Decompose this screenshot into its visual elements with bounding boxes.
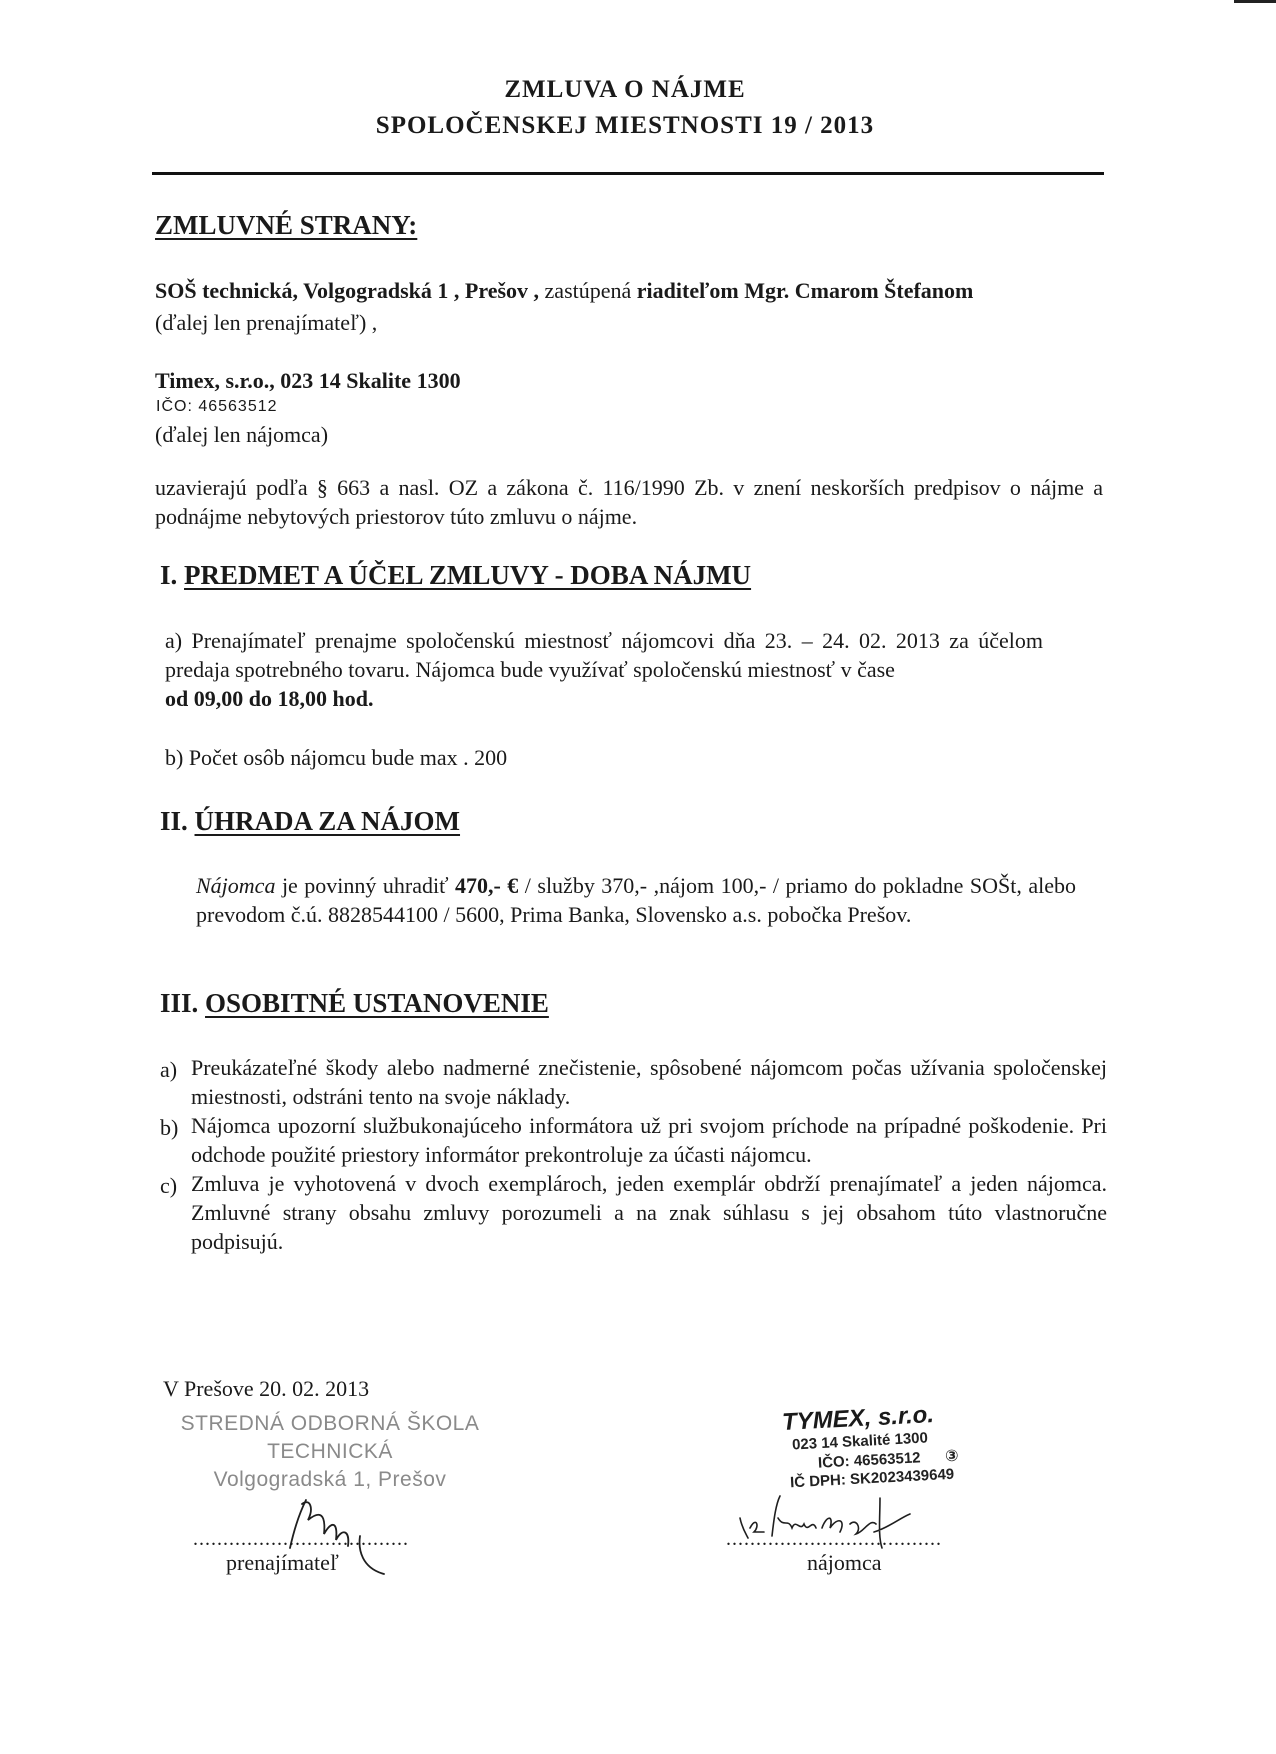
section1-item-a-text: a) Prenajímateľ prenajme spoločenskú miestnosť nájomcovi dňa 23. – 24. 02. 2013 za účelom predaja spotrebného tovaru. Nájomca bude využívať spoločenskú miestnosť v čase (165, 628, 1043, 682)
tenant-name: Timex, s.r.o., 023 14 Skalite 1300 (155, 368, 461, 393)
title-divider (152, 172, 1104, 175)
section1-number: I. (160, 560, 185, 590)
preamble: uzavierajú podľa § 663 a nasl. OZ a zákona č. 116/1990 Zb. v znení neskorších predpisov o nájme a podnájme nebytových priestorov túto zmluvu o nájme. (155, 475, 1103, 529)
lessor-stamp-line1: STREDNÁ ODBORNÁ ŠKOLA (180, 1412, 480, 1435)
tenant-label: nájomca (807, 1550, 882, 1575)
section3-item-a-label: a) (160, 1057, 178, 1082)
section3-heading (160, 988, 549, 1019)
payment-amount: 470,- € (454, 873, 519, 898)
section2-number: II. (160, 806, 195, 836)
scan-edge-mark (1234, 0, 1276, 3)
tenant-stamp-line2: IČO: 46563512 (817, 1449, 921, 1472)
document-title-line1: ZMLUVA O NÁJME (504, 76, 746, 103)
document-title-line2: SPOLOČENSKEJ MIESTNOSTI 19 / 2013 (375, 112, 875, 139)
payment-tenant: Nájomca (196, 873, 276, 898)
tenant-stamp-line3: IČ DPH: SK2023439649 (789, 1465, 955, 1492)
lessor-represented: zastúpená (539, 278, 637, 303)
section1-heading (160, 560, 751, 591)
section3-item-b-text: Nájomca upozorní službukonajúceho informátora už pri svojom príchode na prípadné poškodenie. Pri odchode použité priestory informátor prekontroluje za účasti nájomcu. (191, 1113, 1107, 1167)
lessor-line (155, 276, 973, 305)
tenant-stamp-logo: TYMEX, s.r.o. (781, 1401, 935, 1436)
section2-title: ÚHRADA ZA NÁJOM (194, 806, 461, 836)
section1-item-a-time: od 09,00 do 18,00 hod. (165, 686, 374, 711)
section1-item-a (165, 626, 1043, 713)
section2-payment (196, 871, 1076, 929)
section1-title: PREDMET A ÚČEL ZMLUVY - DOBA NÁJMU (184, 560, 752, 590)
section3-item-b-label: b) (160, 1115, 179, 1140)
place-and-date: V Prešove 20. 02. 2013 (163, 1376, 370, 1401)
lessor-role: (ďalej len prenajímateľ) , (155, 310, 378, 335)
payment-text1: je povinný uhradiť (275, 873, 455, 898)
section3-item-c-text: Zmluva je vyhotovená v dvoch exemplároch, jeden exemplár obdrží prenajímateľ a jeden nájomca. Zmluvné strany obsahu zmluvy porozumeli a na znak súhlasu s jej obsahom túto vlastnoručne podpisujú. (191, 1171, 1107, 1254)
lessor-signature-line: .................................... (193, 1528, 409, 1550)
section1-item-b: b) Počet osôb nájomcu bude max . 200 (165, 745, 508, 770)
parties-heading: ZMLUVNÉ STRANY: (155, 210, 418, 240)
tenant-ico: IČO: 46563512 (156, 398, 278, 415)
tenant-role: (ďalej len nájomca) (155, 422, 329, 447)
tenant-signature-line: .................................... (726, 1528, 942, 1550)
lessor-director: riaditeľom Mgr. Cmarom Štefanom (636, 278, 974, 303)
tenant-stamp-line1: 023 14 Skalité 1300 (791, 1429, 929, 1454)
payment-text2: / služby 370,- ,nájom 100,- / priamo do pokladne SOŠt, alebo prevodom č.ú. 8828544100 / 5600, Prima Banka, Slovensko a.s. pobočka Prešov. (196, 873, 1076, 927)
section2-heading (160, 806, 460, 837)
lessor-stamp-line2: TECHNICKÁ (267, 1440, 393, 1463)
lessor-label: prenajímateľ (226, 1550, 339, 1575)
tenant-stamp-mark: ③ (945, 1448, 959, 1465)
lessor-stamp-line3: Volgogradská 1, Prešov (213, 1468, 447, 1491)
section3-item-a-text: Preukázateľné škody alebo nadmerné znečistenie, spôsobené nájomcom počas užívania spoločenskej miestnosti, odstráni tento na svoje náklady. (191, 1055, 1107, 1109)
section3-number: III. (160, 988, 206, 1018)
lessor-name: SOŠ technická, Volgogradská 1 , Prešov , (155, 278, 540, 303)
section3-item-c-label: c) (160, 1173, 178, 1198)
section3-title: OSOBITNÉ USTANOVENIE (205, 988, 549, 1018)
